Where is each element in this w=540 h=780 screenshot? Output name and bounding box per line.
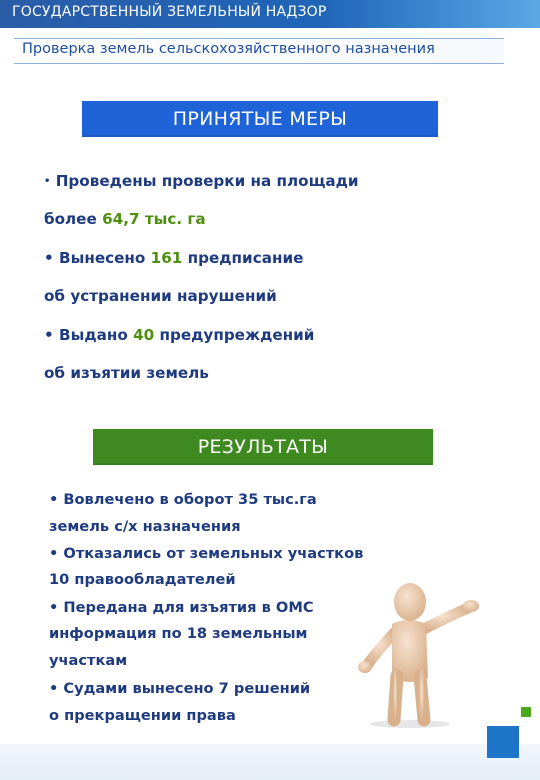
page-title: ГОСУДАРСТВЕННЫЙ ЗЕМЕЛЬНЫЙ НАДЗОР	[12, 4, 327, 20]
presenter-figure-illustration	[340, 578, 490, 728]
measure-item-1-text2: более	[44, 210, 103, 228]
result-item-1-line1: • Вовлечено в оборот 35 тыс.га	[49, 491, 317, 508]
measure-item-2-post: предписание	[182, 249, 304, 267]
results-heading: РЕЗУЛЬТАТЫ	[93, 429, 433, 465]
measure-item-3-pre: Выдано	[59, 326, 134, 344]
result-item-2-line1: • Отказались от земельных участков	[49, 545, 364, 562]
measure-item-1-line2	[44, 210, 206, 228]
measure-item-1-line1	[44, 172, 359, 190]
measure-item-3-value: 40	[133, 326, 155, 344]
decor-green-square	[521, 707, 531, 717]
result-item-4-line1: • Судами вынесено 7 решений	[49, 680, 311, 697]
bullet: •	[44, 326, 54, 344]
bullet: •	[44, 249, 54, 267]
bullet: •	[44, 176, 51, 187]
measure-item-2-line1	[44, 249, 303, 267]
measure-item-1-text: Проведены проверки на площади	[55, 172, 359, 190]
result-item-3-line1: • Передана для изъятия в ОМС	[49, 599, 314, 616]
result-item-4-line2: о прекращении права	[49, 707, 236, 724]
result-item-3-line3: участкам	[49, 652, 128, 669]
footer-strip	[0, 744, 540, 780]
measure-item-3-post: предупреждений	[154, 326, 315, 344]
header-bar	[0, 0, 540, 28]
result-item-2-line2: 10 правообладателей	[49, 571, 236, 588]
decor-blue-square	[487, 726, 519, 758]
result-item-1-line2: земель с/х назначения	[49, 518, 241, 535]
page-subtitle: Проверка земель сельскохозяйственного назначения	[22, 41, 435, 57]
measure-item-1-value: 64,7 тыс. га	[102, 210, 206, 228]
measure-item-3-line1	[44, 326, 314, 344]
subtitle-box	[14, 38, 504, 64]
measure-item-3-line2: об изъятии земель	[44, 364, 209, 382]
measure-item-2-pre: Вынесено	[59, 249, 151, 267]
measure-item-2-line2: об устранении нарушений	[44, 287, 277, 305]
measures-heading: ПРИНЯТЫЕ МЕРЫ	[82, 101, 438, 137]
measure-item-2-value: 161	[150, 249, 183, 267]
result-item-3-line2: информация по 18 земельным	[49, 625, 308, 642]
